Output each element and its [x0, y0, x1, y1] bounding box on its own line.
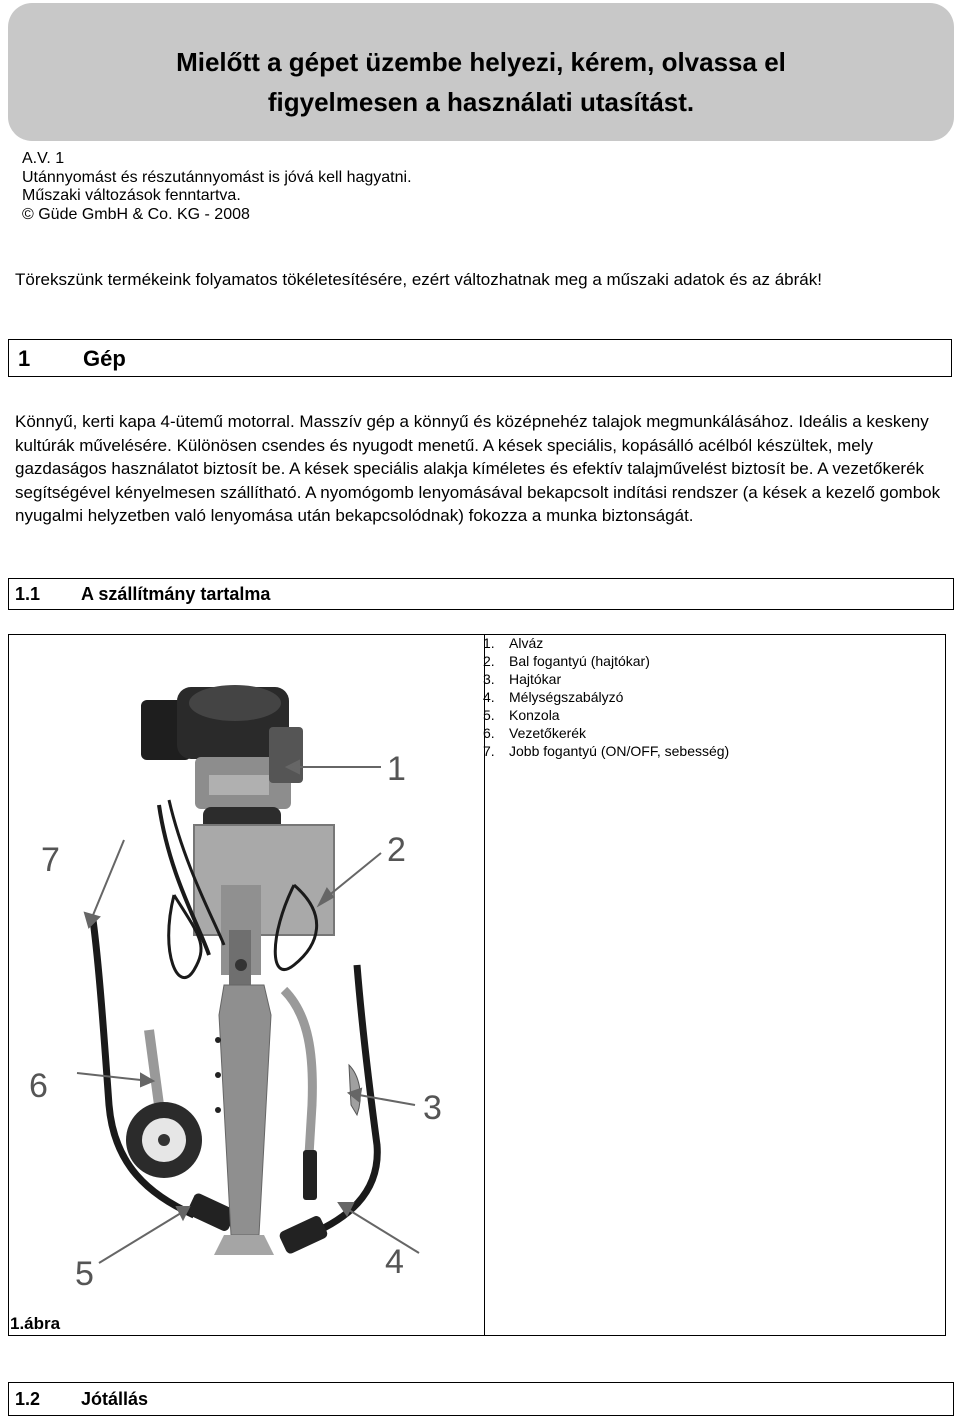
list-item: 7. Jobb fogantyú (ON/OFF, sebesség) — [483, 743, 730, 759]
section-heading-delivery — [8, 578, 954, 610]
figure-label-1: 1 — [387, 750, 406, 788]
section-title: Jótállás — [81, 1389, 149, 1409]
section-heading-machine — [8, 339, 952, 377]
list-item: 3. Hajtókar — [483, 671, 562, 687]
list-item: 6. Vezetőkerék — [483, 725, 587, 741]
improvement-notice: Törekszünk termékeink folyamatos tökéletesítésére, ezért változhatnak meg a műszaki adatok és az ábrák! — [15, 270, 822, 289]
left-handle-drawing — [309, 965, 377, 1235]
figure-label-5: 5 — [75, 1255, 94, 1293]
figure-label-3: 3 — [423, 1089, 442, 1127]
figure-label-2: 2 — [387, 831, 406, 869]
guide-wheel-drawing — [126, 1030, 202, 1178]
drive-lever-drawing — [284, 990, 360, 1200]
page-title-line-1: Mielőtt a gépet üzembe helyezi, kérem, olvassa el — [176, 47, 786, 77]
figure-label-6: 6 — [29, 1067, 48, 1105]
chassis-drawing — [141, 685, 334, 988]
page-title — [8, 42, 954, 122]
document-meta — [22, 150, 412, 224]
section-title: A szállítmány tartalma — [81, 584, 271, 604]
machine-description: Könnyű, kerti kapa 4-ütemű motorral. Masszív gép a könnyű és középnehéz talajok megmunkálásához. Ideális a keskeny kultúrák művelésére. Különösen csendes és nyugodt menetű. A kések speciális, kopásálló acélból készültek, mely gazdaságos használatot biztosít be. A kések speciális alakja kíméletes és efektív talajművelést biztosít be. A vezetőkerék segítségével kényelmesen szállítható. A nyomógomb lenyomásával bekapcsolt indítási rendszer (a kések a kezelő gombok nyugalmi helyzetben való lenyomása után bekapcsolódnak) fokozza a munka biztonságát. — [15, 412, 941, 525]
copyright-text: © Güde GmbH & Co. KG - 2008 — [22, 205, 250, 223]
tiller-parts-illustration — [9, 635, 484, 1335]
figure-label-4: 4 — [385, 1243, 404, 1281]
reprint-notice: Utánnyomást és részutánnyomást is jóvá kell hagyatni. — [22, 168, 412, 186]
section-title: Gép — [83, 346, 126, 371]
changes-notice: Műszaki változások fenntartva. — [22, 187, 241, 204]
version-text: A.V. 1 — [22, 150, 65, 167]
figure-table — [8, 634, 946, 1336]
parts-list — [483, 634, 729, 760]
list-item: 4. Mélységszabályzó — [483, 689, 624, 705]
section-number: 1 — [18, 346, 31, 371]
section-number: 1.1 — [15, 584, 41, 604]
section-number: 1.2 — [15, 1389, 41, 1409]
figure-label-7: 7 — [41, 841, 60, 879]
figure-caption: 1.ábra — [10, 1314, 61, 1333]
list-item: 1. Alváz — [483, 635, 544, 651]
list-item: 5. Konzola — [483, 707, 560, 723]
section-heading-warranty — [8, 1382, 954, 1416]
list-item: 2. Bal fogantyú (hajtókar) — [483, 653, 650, 669]
page-title-line-2: figyelmesen a használati utasítást. — [267, 87, 695, 117]
